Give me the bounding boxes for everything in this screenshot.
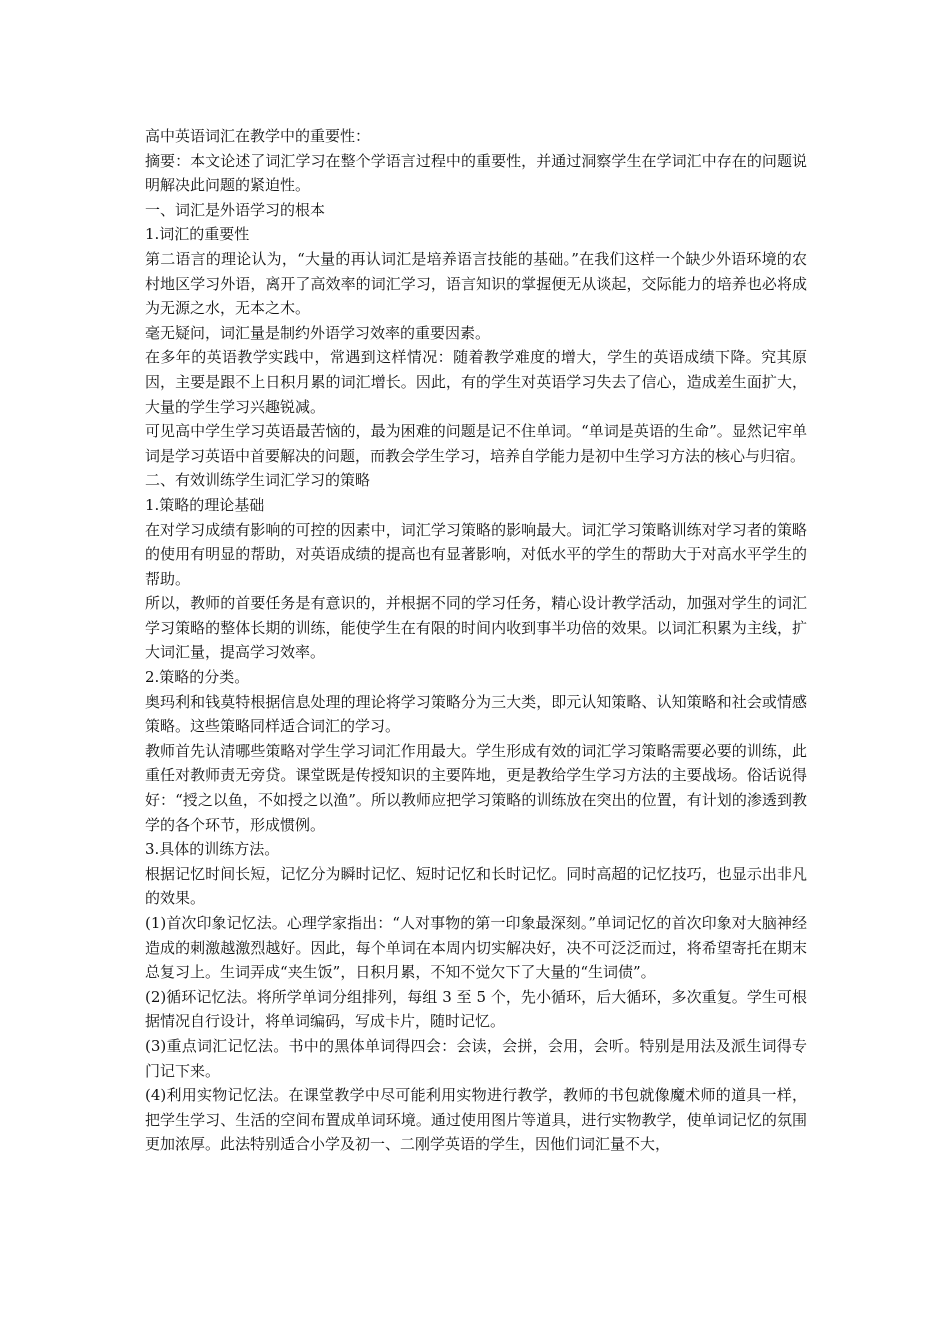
body-paragraph: 毫无疑问，词汇量是制约外语学习效率的重要因素。 [145, 323, 491, 342]
method-item-3: (3)重点词汇记忆法。书中的黑体单词得四会：会读，会拼，会用，会听。特别是用法及派生词得专门记下来。 [145, 1036, 807, 1080]
body-paragraph: 奥玛利和钱莫特根据信息处理的理论将学习策略分为三大类，即元认知策略、认知策略和社会或情感策略。这些策略同样适合词汇的学习。 [145, 692, 807, 736]
body-paragraph: 第二语言的理论认为，“大量的再认词汇是培养语言技能的基础。”在我们这样一个缺少外语环境的农村地区学习外语，离开了高效率的词汇学习，语言知识的掌握便无从谈起，交际能力的培养也必将成为无源之水，无本之木。 [145, 249, 807, 318]
method-item-1: (1)首次印象记忆法。心理学家指出：“人对事物的第一印象最深刻。”单词记忆的首次印象对大脑神经造成的刺激越激烈越好。因此，每个单词在本周内切实解决好，决不可泛泛而过，将希望寄托在期末总复习上。生词弄成“夹生饭”，日积月累，不知不觉欠下了大量的“生词债”。 [145, 914, 807, 982]
body-paragraph: 可见高中学生学习英语最苦恼的，最为困难的问题是记不住单词。“单词是英语的生命”。显然记牢单词是学习英语中首要解决的问题，而教会学生学习，培养自学能力是初中生学习方法的核心与归宿。 [145, 422, 807, 465]
subsection-heading-2-3: 3.具体的训练方法。 [145, 840, 280, 859]
section-heading-1: 一、词汇是外语学习的根本 [145, 200, 326, 219]
method-item-4: (4)利用实物记忆法。在课堂教学中尽可能利用实物进行教学，教师的书包就像魔术师的道具一样，把学生学习、生活的空间布置成单词环境。通过使用图片等道具，进行实物教学，使单词记忆的氛围更加浓厚。此法特别适合小学及初一、二刚学英语的学生，因他们词汇量不大， [145, 1086, 807, 1154]
abstract-paragraph: 摘要：本文论述了词汇学习在整个学语言过程中的重要性，并通过洞察学生在学词汇中存在的问题说明解决此问题的紧迫性。 [145, 151, 807, 195]
body-paragraph: 所以，教师的首要任务是有意识的，并根据不同的学习任务，精心设计教学活动，加强对学生的词汇学习策略的整体长期的训练，能使学生在有限的时间内收到事半功倍的效果。以词汇积累为主线，扩大词汇量，提高学习效率。 [145, 594, 807, 662]
method-item-2: (2)循环记忆法。将所学单词分组排列，每组 3 至 5 个，先小循环，后大循环，多次重复。学生可根据情况自行设计，将单词编码，写成卡片，随时记忆。 [145, 987, 807, 1031]
subsection-heading-2-2: 2.策略的分类。 [145, 668, 250, 687]
section-heading-2: 二、有效训练学生词汇学习的策略 [145, 471, 371, 490]
body-paragraph: 教师首先认清哪些策略对学生学习词汇作用最大。学生形成有效的词汇学习策略需要必要的训练，此重任对教师责无旁贷。课堂既是传授知识的主要阵地，更是教给学生学习方法的主要战场。俗话说得好：“授之以鱼，不如授之以渔”。所以教师应把学习策略的训练放在突出的位置，有计划的渗透到教学的各个环节，形成惯例。 [145, 741, 807, 834]
document-body [145, 124, 807, 1157]
body-paragraph: 在多年的英语教学实践中，常遇到这样情况：随着教学难度的增大，学生的英语成绩下降。究其原因，主要是跟不上日积月累的词汇增长。因此，有的学生对英语学习失去了信心，造成差生面扩大，大量的学生学习兴趣锐减。 [145, 348, 807, 416]
subsection-heading-2-1: 1.策略的理论基础 [145, 495, 265, 514]
document-title: 高中英语词汇在教学中的重要性： [145, 127, 371, 145]
subsection-heading-1-1: 1.词汇的重要性 [145, 225, 250, 244]
body-paragraph: 根据记忆时间长短，记忆分为瞬时记忆、短时记忆和长时记忆。同时高超的记忆技巧，也显示出非凡的效果。 [145, 864, 807, 908]
body-paragraph: 在对学习成绩有影响的可控的因素中，词汇学习策略的影响最大。词汇学习策略训练对学习者的策略的使用有明显的帮助，对英语成绩的提高也有显著影响，对低水平的学生的帮助大于对高水平学生的帮助。 [145, 520, 807, 588]
